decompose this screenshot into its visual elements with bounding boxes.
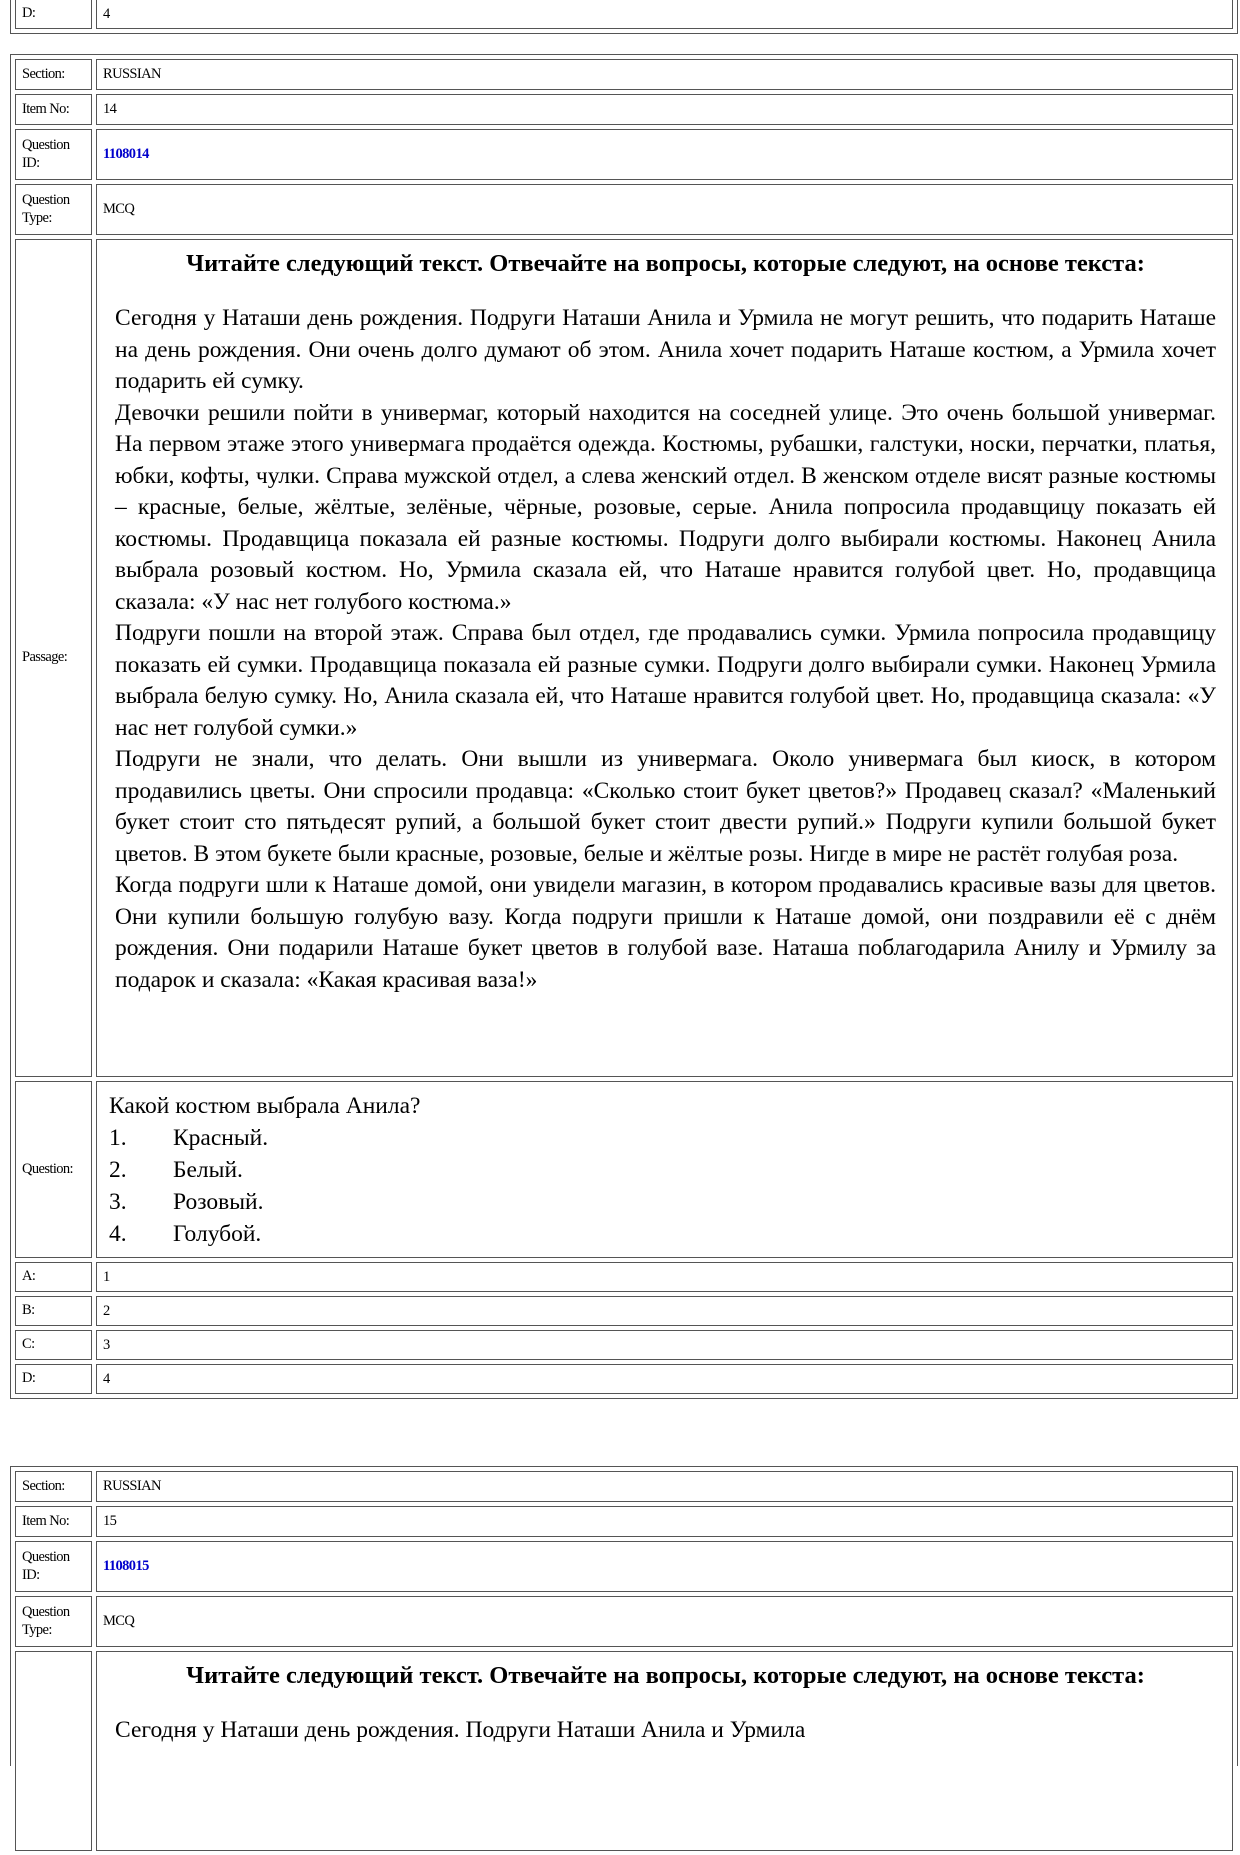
passage-paragraph: Девочки решили пойти в универмаг, который находится на соседней улице. Это очень большой универмаг. На первом этаже этого универмага продаётся одежда. Костюмы, рубашки, галстуки, носки, перчатки, платья, юбки, кофты, чулки. Справа мужской отдел, а слева женский отдел. В женском отделе висят разные костюмы – красные, белые, жёлтые, зелёные, чёрные, розовые, серые. Анила попросила продавщицу показать ей костюмы. Продавщица показала ей разные костюмы. Подруги долго выбирали костюмы. Наконец Анила выбрала розовый костюм. Но, Урмила сказала ей, что Наташе нравится голубой цвет. Но, продавщица сказала: «У нас нет голубого костюма.» [115, 399, 1216, 615]
item-no-value: 15 [96, 1506, 1233, 1537]
row-question-type [15, 184, 1233, 235]
row-label: Item No: [15, 94, 92, 125]
row-label: Question ID: [15, 129, 92, 180]
row-label: D: [15, 0, 92, 29]
passage-paragraph: Когда подруги шли к Наташе домой, они увидели магазин, в котором продавались красивые вазы для цветов. Они купили большую голубую вазу. Когда подруги пришли к Наташе домой, они поздравили её с днём рождения. Они подарили Наташе букет цветов в голубой вазе. Наташа поблагодарила Анилу и Урмилу за подарок и сказала: «Какая красивая ваза!» [115, 872, 1216, 993]
question-id-value: 1108015 [103, 1558, 149, 1574]
answer-a-value: 1 [96, 1262, 1233, 1292]
option-item: 2. Белый. [109, 1156, 243, 1183]
row-label: Question: [15, 1081, 92, 1258]
row-label [15, 1651, 92, 1851]
row-section [15, 59, 1233, 90]
answer-d-value: 4 [96, 1364, 1233, 1394]
question-text: Какой костюм выбрала Анила? [109, 1092, 421, 1119]
question-cell [96, 1081, 1233, 1258]
row-question-id [15, 1541, 1233, 1592]
row-label: Question Type: [15, 184, 92, 235]
row-question [15, 1081, 1233, 1258]
row-label: Question ID: [15, 1541, 92, 1592]
row-passage [15, 1651, 1233, 1851]
row-passage [15, 239, 1233, 1077]
passage-cell [96, 239, 1233, 1077]
answer-c-value: 3 [96, 1330, 1233, 1360]
row-label: D: [15, 1364, 92, 1394]
option-item: 4. Голубой. [109, 1220, 262, 1247]
option-item: 1. Красный. [109, 1124, 269, 1151]
answer-b-value: 2 [96, 1296, 1233, 1326]
prev-row-d [15, 0, 1233, 29]
row-label: Section: [15, 59, 92, 90]
passage-paragraph: Подруги пошли на второй этаж. Справа был отдел, где продавались сумки. Урмила попросила продавщицу показать ей сумки. Продавщица показала ей разные сумки. Подруги долго выбирали сумки. Наконец Урмила выбрала белую сумку. Но, Анила сказала ей, что Наташе нравится голубой цвет. Но, продавщица сказала: «У нас нет голубой сумки.» [115, 620, 1216, 741]
row-section [15, 1471, 1233, 1502]
question-block-15 [10, 1466, 1238, 1766]
passage-paragraph: Сегодня у Наташи день рождения. Подруги Наташи Анила и Урмила [115, 1717, 806, 1743]
section-value: RUSSIAN [96, 1471, 1233, 1502]
question-type-value: MCQ [96, 184, 1233, 235]
row-label: Passage: [15, 239, 92, 1077]
row-answer-c [15, 1330, 1233, 1360]
option-item: 3. Розовый. [109, 1188, 264, 1215]
question-type-value: MCQ [96, 1596, 1233, 1647]
passage-heading: Читайте следующий текст. Отвечайте на вопросы, которые следуют, на основе текста: [186, 1662, 1145, 1689]
row-item-no [15, 94, 1233, 125]
question-block-14 [10, 54, 1238, 1399]
row-answer-b [15, 1296, 1233, 1326]
passage-paragraph: Сегодня у Наташи день рождения. Подруги Наташи Анила и Урмила не могут решить, что подарить Наташе на день рождения. Они очень долго думают об этом. Анила хочет подарить Наташе костюм, а Урмила хочет подарить ей сумку. [115, 305, 1216, 394]
section-value: RUSSIAN [96, 59, 1233, 90]
row-value: 4 [96, 0, 1233, 29]
item-no-value: 14 [96, 94, 1233, 125]
row-answer-a [15, 1262, 1233, 1292]
row-answer-d [15, 1364, 1233, 1394]
row-label: Question Type: [15, 1596, 92, 1647]
passage-heading: Читайте следующий текст. Отвечайте на вопросы, которые следуют, на основе текста: [186, 250, 1145, 277]
row-label: Item No: [15, 1506, 92, 1537]
question-id-value: 1108014 [103, 146, 149, 162]
row-label: A: [15, 1262, 92, 1292]
row-label: B: [15, 1296, 92, 1326]
prev-question-block [10, 0, 1238, 34]
row-question-type [15, 1596, 1233, 1647]
row-item-no [15, 1506, 1233, 1537]
row-label: Section: [15, 1471, 92, 1502]
passage-cell [96, 1651, 1233, 1851]
row-label: C: [15, 1330, 92, 1360]
row-question-id [15, 129, 1233, 180]
passage-paragraph: Подруги не знали, что делать. Они вышли из универмага. Около универмага был киоск, в котором продавились цветы. Они спросили продавца: «Сколько стоит букет цветов?» Продавец сказал? «Маленький букет стоит сто пятьдесят рупий, а большой букет стоит двести рупий.» Подруги купили большой букет цветов. В этом букете были красные, розовые, белые и жёлтые розы. Нигде в мире не растёт голубая роза. [115, 746, 1216, 867]
